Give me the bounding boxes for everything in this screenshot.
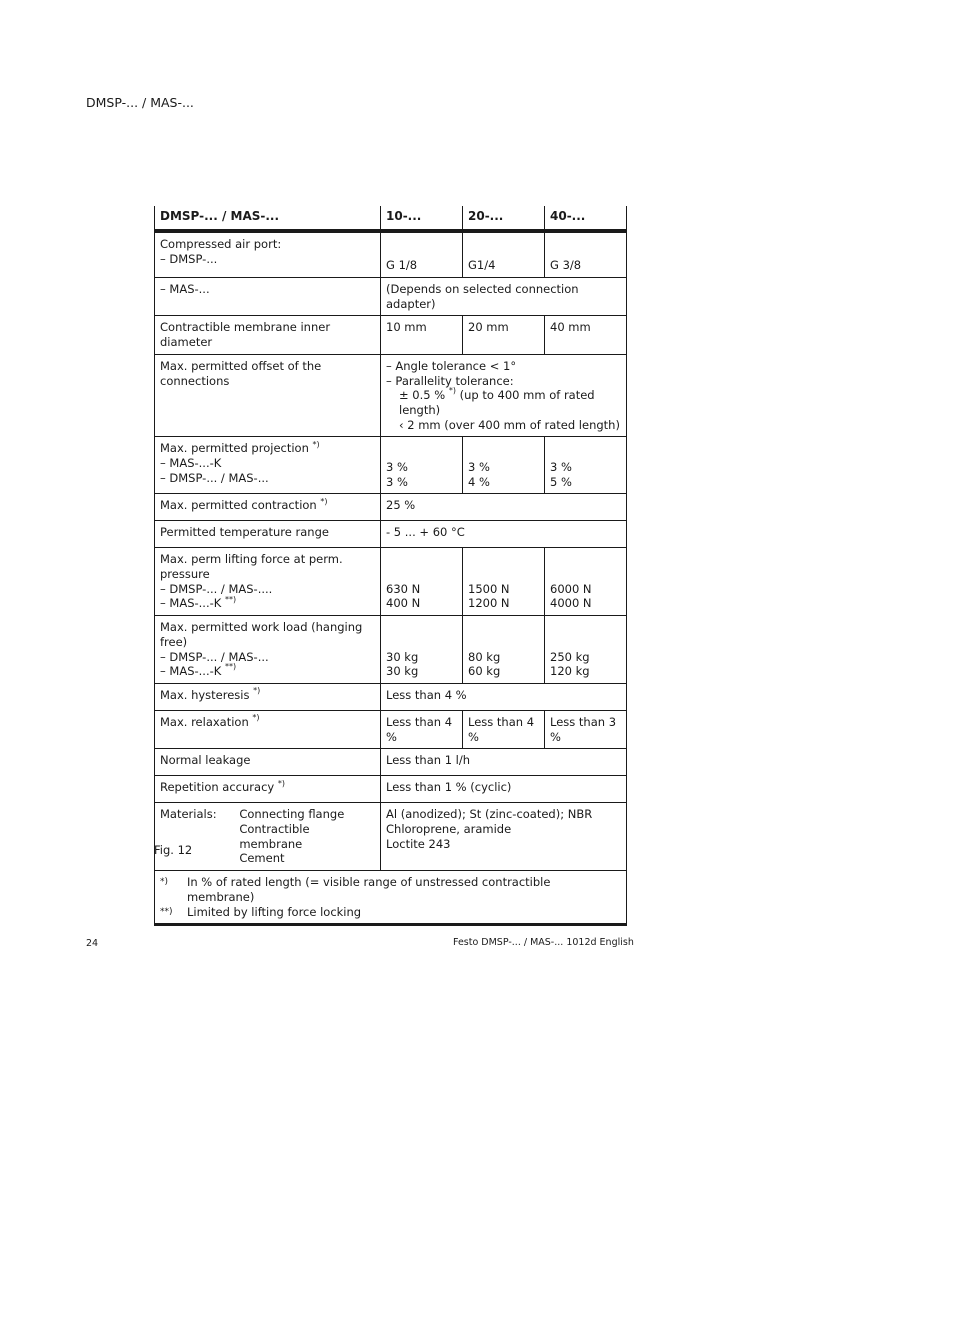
work-load-20-dmsp: 80 kg: [468, 649, 501, 664]
table-row-repetition: [155, 776, 627, 803]
page-number: 24: [86, 938, 99, 949]
contraction-label: [155, 494, 381, 521]
footnote-2-mark: **): [160, 906, 173, 917]
hysteresis-label: [155, 683, 381, 710]
specification-table: [154, 206, 627, 926]
table-row-materials: [155, 803, 627, 871]
lifting-force-sub-k-text: – MAS-...-K: [160, 596, 222, 611]
work-load-label: [155, 616, 381, 684]
table-row-offset: [155, 354, 627, 437]
material-value-flange: Al (anodized); St (zinc-coated); NBR: [386, 807, 593, 822]
air-port-label: [155, 231, 381, 278]
inner-diameter-20: 20 mm: [463, 316, 545, 354]
projection-20-k: 3 %: [468, 459, 490, 474]
footnote-2: [160, 905, 621, 920]
inner-diameter-40: 40 mm: [545, 316, 627, 354]
projection-title: [160, 441, 375, 456]
footnote-mark: *): [312, 439, 320, 449]
inner-diameter-label: Contractible membrane inner diameter: [155, 316, 381, 354]
material-item-membrane: Contractible membrane: [239, 822, 310, 851]
inner-diameter-10: 10 mm: [381, 316, 463, 354]
offset-tolerance-long: ‹ 2 mm (over 400 mm of rated length): [399, 417, 620, 432]
table-row-projection: [155, 437, 627, 494]
offset-tolerance-short: [386, 388, 621, 417]
footnote-mark: **): [224, 594, 237, 604]
work-load-20: [463, 616, 545, 684]
contraction-value: 25 %: [381, 494, 627, 521]
projection-20: [463, 437, 545, 494]
air-port-dmsp-10: G 1/8: [381, 231, 463, 278]
projection-10-k: 3 %: [386, 459, 408, 474]
projection-10: [381, 437, 463, 494]
table-row-hysteresis: [155, 683, 627, 710]
lifting-force-40-k: 4000 N: [550, 596, 592, 611]
table-row-air-port-mas: [155, 278, 627, 316]
table-row-leakage: [155, 749, 627, 776]
contraction-label-text: Max. permitted contraction: [160, 498, 317, 513]
table-row-relaxation: [155, 710, 627, 748]
lifting-force-20-k: 1200 N: [468, 596, 510, 611]
material-item-flange: Connecting flange: [239, 807, 345, 822]
document-footer: Festo DMSP-... / MAS-... 1012d English: [453, 937, 634, 948]
footnote-mark: *): [320, 496, 328, 506]
offset-label: Max. permitted offset of the connections: [155, 354, 381, 437]
projection-sub-dmsp: – DMSP-... / MAS-...: [160, 470, 269, 485]
air-port-sub-dmsp: – DMSP-...: [160, 251, 218, 266]
materials-label: [155, 803, 381, 871]
materials-items: [239, 807, 375, 866]
materials-title: Materials:: [160, 807, 217, 822]
footnote-mark: *): [448, 386, 456, 396]
lifting-force-20-dmsp: 1500 N: [468, 581, 510, 596]
temperature-label: Permitted temperature range: [155, 521, 381, 548]
projection-10-dmsp: 3 %: [386, 474, 408, 489]
offset-angle-tolerance: – Angle tolerance < 1°: [386, 358, 517, 373]
col-header-10: 10-...: [381, 206, 463, 231]
projection-title-text: Max. permitted projection: [160, 441, 309, 456]
projection-40-dmsp: 5 %: [550, 474, 572, 489]
relaxation-10: Less than 4 %: [381, 710, 463, 748]
offset-value: [381, 354, 627, 437]
footnote-1-text: In % of rated length (= visible range of unstressed contractible membrane): [186, 875, 551, 904]
lifting-force-label: [155, 548, 381, 616]
air-port-title: Compressed air port:: [160, 237, 282, 251]
lifting-force-title: Max. perm lifting force at perm. pressure: [160, 552, 343, 582]
col-header-20: 20-...: [463, 206, 545, 231]
material-value-cement: Loctite 243: [386, 836, 451, 851]
table-row-lifting-force: [155, 548, 627, 616]
projection-40: [545, 437, 627, 494]
table-header-row: [155, 206, 627, 231]
repetition-value: Less than 1 % (cyclic): [381, 776, 627, 803]
table-row-air-port-dmsp: [155, 231, 627, 278]
offset-parallelity-tolerance: – Parallelity tolerance:: [386, 373, 514, 388]
footnote-mark: **): [224, 662, 237, 672]
work-load-10: [381, 616, 463, 684]
footnote-1-mark: *): [160, 877, 169, 888]
air-port-dmsp-40: G 3/8: [545, 231, 627, 278]
material-item-cement: Cement: [239, 851, 285, 866]
col-header-40: 40-...: [545, 206, 627, 231]
col-header-type: DMSP-... / MAS-...: [155, 206, 381, 231]
hysteresis-value: Less than 4 %: [381, 683, 627, 710]
work-load-sub-k-text: – MAS-...-K: [160, 664, 222, 679]
figure-caption: Fig. 12: [154, 843, 193, 857]
materials-value: [381, 803, 627, 871]
hysteresis-label-text: Max. hysteresis: [160, 687, 250, 702]
lifting-force-40: [545, 548, 627, 616]
repetition-label-text: Repetition accuracy: [160, 780, 275, 795]
projection-20-dmsp: 4 %: [468, 474, 490, 489]
air-port-dmsp-20: G1/4: [463, 231, 545, 278]
projection-label: [155, 437, 381, 494]
material-value-membrane: Chloroprene, aramide: [386, 822, 512, 837]
footnote-mark: *): [253, 686, 261, 696]
offset-tolerance-range: (up to 400 mm of rated length): [399, 388, 595, 417]
leakage-value: Less than 1 l/h: [381, 749, 627, 776]
table-row-footnotes: [155, 871, 627, 925]
lifting-force-10: [381, 548, 463, 616]
work-load-10-k: 30 kg: [386, 664, 419, 679]
air-port-mas-value: (Depends on selected connection adapter): [381, 278, 627, 316]
work-load-40-k: 120 kg: [550, 664, 590, 679]
work-load-sub-k: [160, 664, 375, 679]
lifting-force-40-dmsp: 6000 N: [550, 581, 592, 596]
lifting-force-20: [463, 548, 545, 616]
table-row-temperature: [155, 521, 627, 548]
relaxation-label-text: Max. relaxation: [160, 714, 249, 729]
running-header: DMSP-... / MAS-...: [86, 95, 194, 110]
relaxation-40: Less than 3 %: [545, 710, 627, 748]
work-load-title: Max. permitted work load (hanging free): [160, 620, 363, 649]
work-load-20-k: 60 kg: [468, 664, 501, 679]
projection-sub-k: – MAS-...-K: [160, 456, 222, 471]
materials-list: [160, 807, 375, 866]
relaxation-20: Less than 4 %: [463, 710, 545, 748]
temperature-value: - 5 ... + 60 °C: [381, 521, 627, 548]
lifting-force-10-k: 400 N: [386, 596, 421, 611]
footnotes: [155, 871, 627, 925]
projection-40-k: 3 %: [550, 459, 572, 474]
lifting-force-sub-dmsp: – DMSP-... / MAS-....: [160, 581, 273, 596]
work-load-10-dmsp: 30 kg: [386, 649, 419, 664]
table-row-inner-diameter: [155, 316, 627, 354]
footnote-2-text: Limited by lifting force locking: [187, 904, 362, 919]
work-load-40: [545, 616, 627, 684]
relaxation-label: [155, 710, 381, 748]
work-load-40-dmsp: 250 kg: [550, 649, 590, 664]
footnote-1: [160, 875, 621, 904]
footnote-mark: *): [277, 778, 285, 788]
footnote-mark: *): [252, 713, 260, 723]
lifting-force-sub-k: [160, 596, 375, 611]
offset-tolerance-value: ± 0.5 %: [399, 388, 446, 403]
table-row-work-load: [155, 616, 627, 684]
repetition-label: [155, 776, 381, 803]
work-load-sub-dmsp: – DMSP-... / MAS-...: [160, 649, 269, 664]
lifting-force-10-dmsp: 630 N: [386, 581, 421, 596]
table-row-contraction: [155, 494, 627, 521]
air-port-sub-mas: – MAS-...: [155, 278, 381, 316]
leakage-label: Normal leakage: [155, 749, 381, 776]
